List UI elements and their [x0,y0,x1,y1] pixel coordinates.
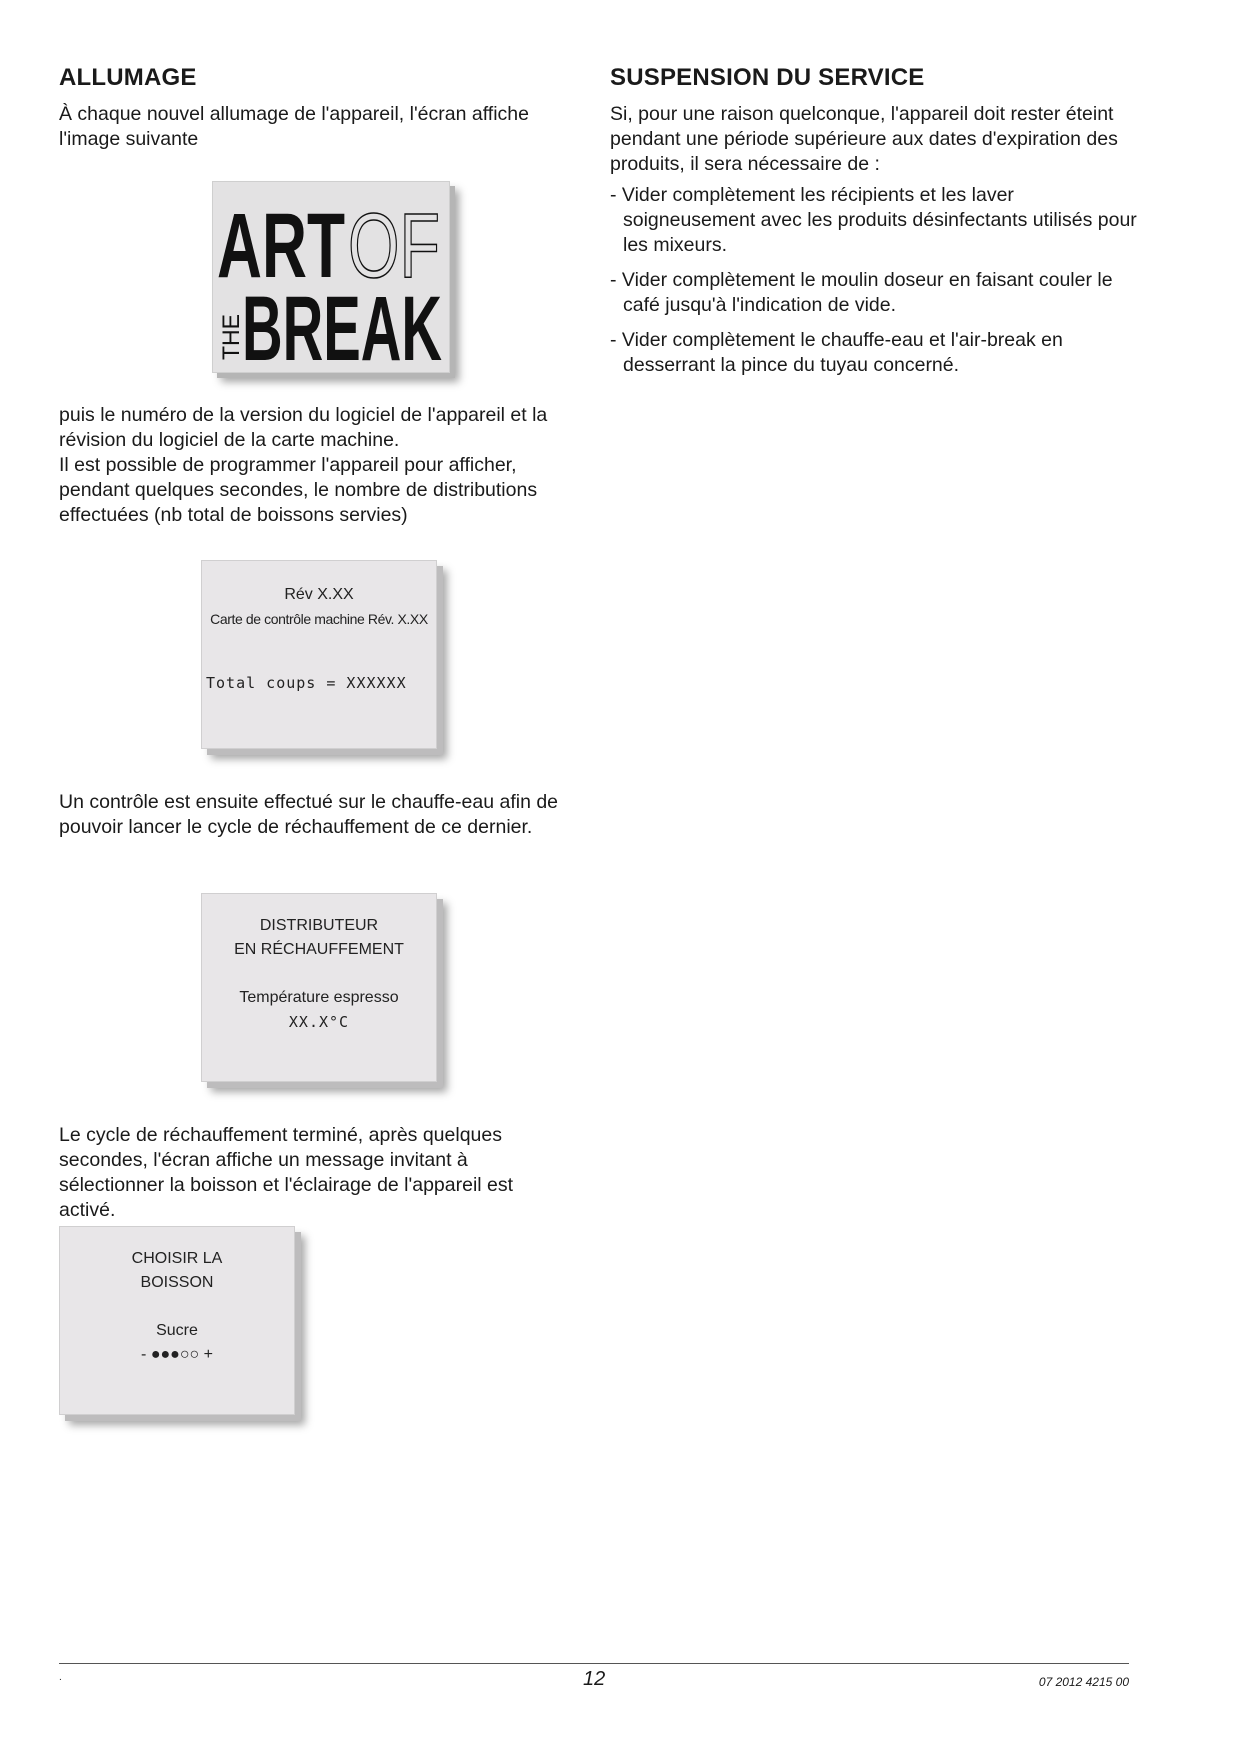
footer-divider [59,1663,1129,1664]
heater-text [59,790,579,840]
screen-line-temperature-label: Température espresso [239,989,399,1006]
suspension-intro: Si, pour une raison quelconque, l'appareil doit rester éteint pendant une période supérieure aux dates d'expiration des produits, il sera nécessaire de : [610,103,1118,175]
version-text [59,403,579,528]
ready-paragraph: Le cycle de réchauffement terminé, après quelques secondes, l'écran affiche un message invitant à sélectionner la boisson et l'éclairage de l'appareil est activé. [59,1124,514,1221]
screen-line-temperature-value: XX.X°C [288,1013,350,1031]
screen-line-distributor: DISTRIBUTEUR [259,917,379,934]
bullet-empty-containers: - Vider complètement les récipients et les laver soigneusement avec les produits désinfectants utilisés pour les mixeurs. [610,184,1137,256]
section-allumage [59,64,579,152]
version-paragraph: puis le numéro de la version du logiciel de l'appareil et la révision du logiciel de la carte machine. [59,404,548,451]
screen-line-total-count: Total coups = XXXXXX [206,674,407,692]
section-title-allumage: ALLUMAGE [59,64,197,91]
svg-text:ART: ART [217,195,345,297]
intro-paragraph: À chaque nouvel allumage de l'appareil, l'écran affiche l'image suivante [59,103,529,150]
screen-line-drink: BOISSON [140,1274,214,1291]
screen-line-board-revision: Carte de contrôle machine Rév. X.XX [210,611,428,627]
section-suspension [610,64,1140,388]
page-number: 12 [583,1668,606,1690]
footer-mark: . [59,1672,62,1683]
screen-line-sugar-label: Sucre [156,1322,198,1339]
display-screen-heating [201,893,437,1082]
logo-graphic [213,182,449,372]
art-of-the-break-logo [212,181,450,373]
screen-line-choose: CHOISIR LA [131,1250,223,1267]
screen-line-heating: EN RÉCHAUFFEMENT [234,941,404,958]
heater-paragraph: Un contrôle est ensuite effectué sur le chauffe-eau afin de pouvoir lancer le cycle de réchauffement de ce dernier. [59,791,559,838]
counter-paragraph: Il est possible de programmer l'appareil pour afficher, pendant quelques secondes, le nombre de distributions effectuées (nb total de boissons servies) [59,454,538,526]
svg-text:OF: OF [348,195,440,297]
screen-line-revision: Rév X.XX [284,586,354,603]
ready-text [59,1123,579,1223]
bullet-empty-grinder: - Vider complètement le moulin doseur en faisant couler le café jusqu'à l'indication de vide. [610,269,1113,316]
document-code: 07 2012 4215 00 [1038,1675,1129,1689]
svg-text:THE: THE [218,312,245,360]
svg-text:BREAK: BREAK [242,278,442,372]
sugar-level-indicator: - ●●●○○ + [141,1346,213,1363]
display-screen-choose-drink [59,1226,295,1415]
bullet-empty-heater: - Vider complètement le chauffe-eau et l'air-break en desserrant la pince du tuyau concerné. [610,329,1063,376]
display-screen-version [201,560,437,749]
section-title-suspension: SUSPENSION DU SERVICE [610,64,925,91]
